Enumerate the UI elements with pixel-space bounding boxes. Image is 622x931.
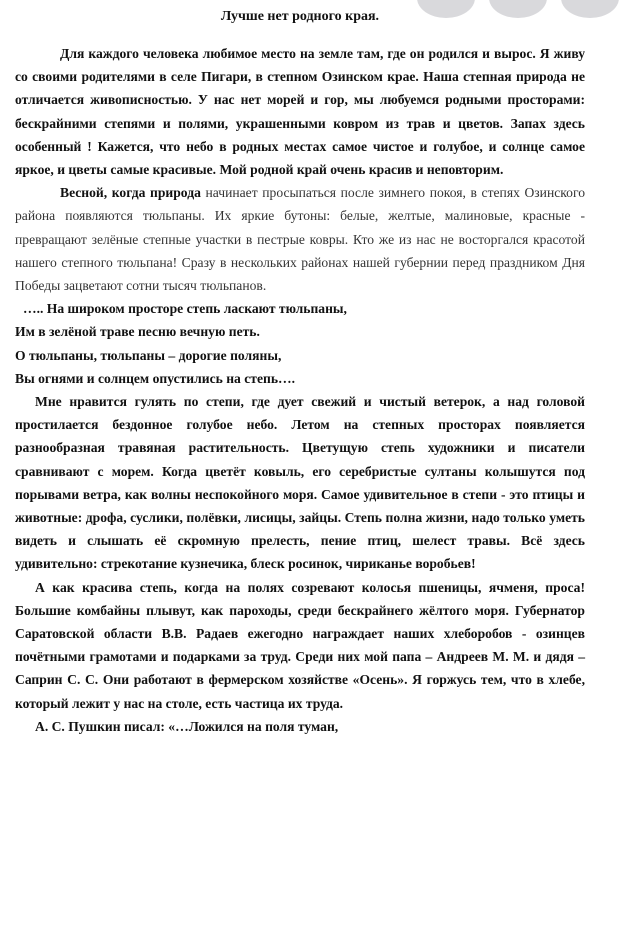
- paragraph-spring-lead: Весной, когда природа: [60, 185, 201, 201]
- verse-line: Вы огнями и солнцем опустились на степь….: [15, 370, 296, 386]
- paragraph-intro: Для каждого человека любимое место на земле там, где он родился и вырос. Я живу со своими родителями в селе Пигари, в степном Озинском крае. Наша степная природа не отличается живописностью. У нас нет морей и гор, мы любуемся родными просторами: бескрайними степями и полями, украшенными ковром из трав и цветов. Запах здесь особенный ! Кажется, что небо в родных местах самое чистое и голубое, и солнце самое яркое, и цветы самые красивые. Мой родной край очень красив и неповторим.: [15, 46, 585, 178]
- poem-verse: [15, 297, 585, 390]
- page-title: Лучше нет родного края.: [220, 9, 380, 24]
- verse-line: ….. На широком просторе степь ласкают тюльпаны,: [23, 301, 347, 317]
- paragraph-spring: [15, 181, 585, 297]
- paragraph-spring-text: начинает просыпаться после зимнего покоя, в степях Озинского района появляются тюльпаны. Их яркие бутоны: белые, желтые, малиновые, красные - превращают зелёные степные участки в пестрые ковры. Кто же из нас не восторгался красотой нашего степного тюльпана! Сразу в нескольких районах нашей губернии перед праздником Дня Победы зацветают сотни тысяч тюльпанов.: [15, 185, 585, 294]
- paragraph-harvest: А как красива степь, когда на полях созревают колосья пшеницы, ячменя, проса! Большие комбайны плывут, как пароходы, среди бескрайнего жёлтого моря. Губернатор Саратовской области В.В. Радаев ежегодно награждает наших хлеборобов - озинцев почётными грамотами и подарками за труд. Среди них мой папа – Андреев М. М. и дядя – Саприн С. С. Они работают в фермерском хозяйстве «Осень». Я горжусь тем, что в хлебе, который лежит у нас на столе, есть частица их труда.: [15, 579, 585, 711]
- paragraph-steppe: Мне нравится гулять по степи, где дует свежий и чистый ветерок, а над головой простилается бездонное голубое небо. Летом на степных просторах появляется разнообразная травяная растительность. Цветущую степь художники и писатели сравнивают с морем. Когда цветёт ковыль, его серебристые султаны колышутся под порывами ветра, как волны неспокойного моря. Самое удивительное в степи - это птицы и животные: дрофа, суслики, полёвки, лисицы, зайцы. Степь полна жизни, надо только уметь видеть и слышать её скромную прелесть, пение птиц, шелест травы. Всё здесь удивительно: стрекотание кузнечика, блеск росинок, чириканье воробьев!: [15, 394, 585, 572]
- document-page: [15, 8, 585, 738]
- verse-line: Им в зелёной траве песню вечную петь.: [15, 324, 260, 340]
- paragraph-pushkin: А. С. Пушкин писал: «…Ложился на поля туман,: [35, 718, 339, 734]
- verse-line: О тюльпаны, тюльпаны – дорогие поляны,: [15, 347, 282, 363]
